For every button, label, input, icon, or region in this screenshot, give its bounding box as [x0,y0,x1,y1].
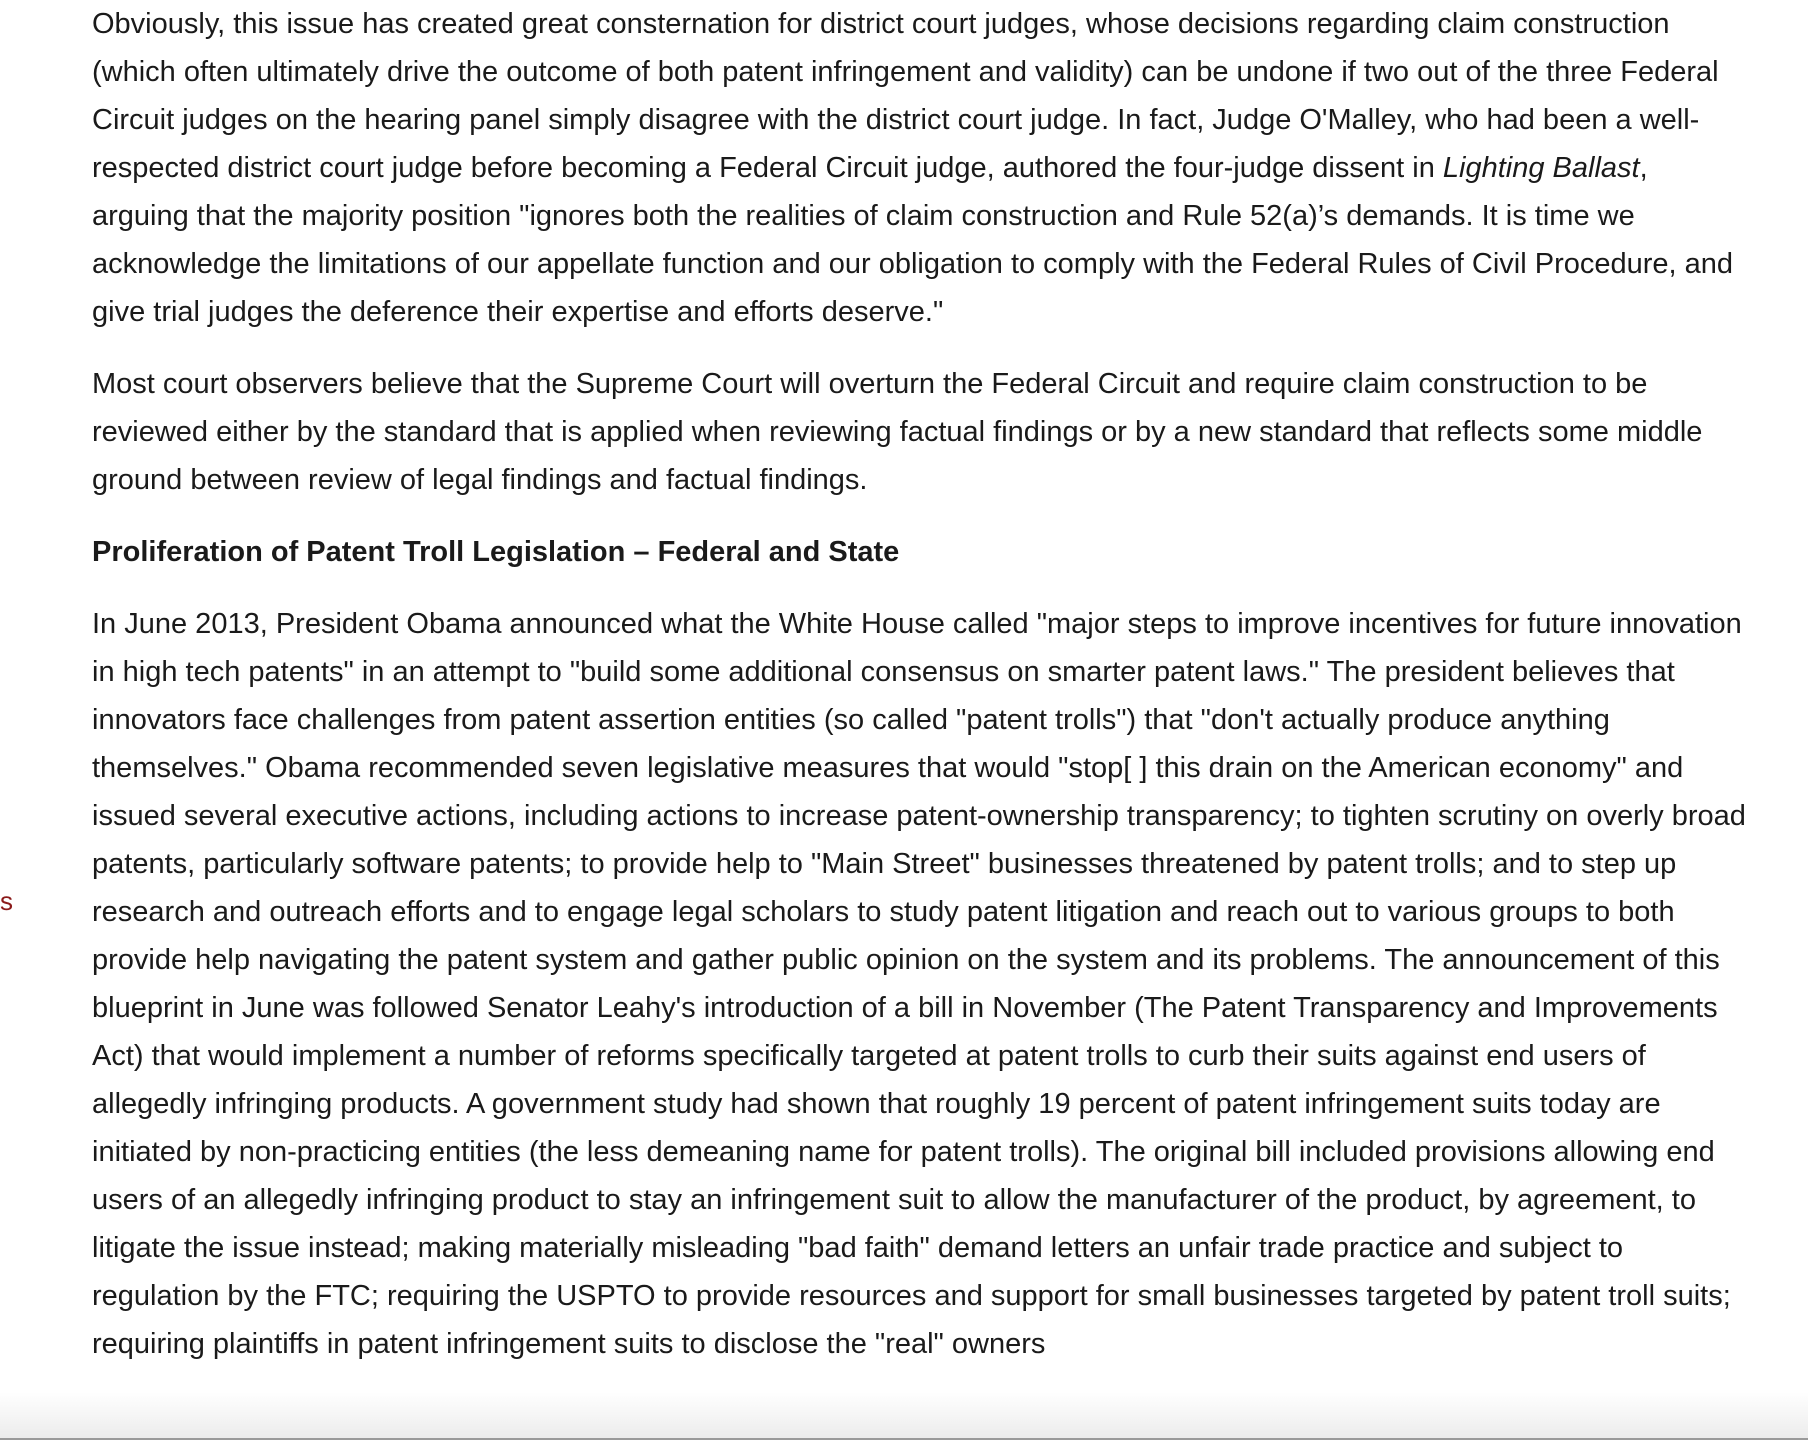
sidebar-text-fragment: s [0,886,13,916]
viewport-bottom-edge [0,1392,1808,1440]
paragraph-text-start: Obviously, this issue has created great consternation for district court judges, whose decisions regarding claim construction (which often ultimately drive the outcome of both patent infringement and validity) can be undone if two out of the three Federal Circuit judges on the hearing panel simply disagree with the district court judge. In fact, Judge O'Malley, who had been a well-respected district court judge before becoming a Federal Circuit judge, authored the four-judge dissent in [92,8,1719,184]
paragraph-claim-construction [92,0,1752,336]
paragraph-patent-troll: In June 2013, President Obama announced what the White House called "major steps to improve incentives for future innovation in high tech patents" in an attempt to "build some additional consensus on smarter patent laws." The president believes that innovators face challenges from patent assertion entities (so called "patent trolls") that "don't actually produce anything themselves." Obama recommended seven legislative measures that would "stop[ ] this drain on the American economy" and issued several executive actions, including actions to increase patent-ownership transparency; to tighten scrutiny on overly broad patents, particularly software patents; to provide help to "Main Street" businesses threatened by patent trolls; and to step up research and outreach efforts and to engage legal scholars to study patent litigation and reach out to various groups to both provide help navigating the patent system and gather public opinion on the system and its problems. The announcement of this blueprint in June was followed Senator Leahy's introduction of a bill in November (The Patent Transparency and Improvements Act) that would implement a number of reforms specifically targeted at patent trolls to curb their suits against end users of allegedly infringing products. A government study had shown that roughly 19 percent of patent infringement suits today are initiated by non-practicing entities (the less demeaning name for patent trolls). The original bill included provisions allowing end users of an allegedly infringing product to stay an infringement suit to allow the manufacturer of the product, by agreement, to litigate the issue instead; making materially misleading "bad faith" demand letters an unfair trade practice and subject to regulation by the FTC; requiring the USPTO to provide resources and support for small businesses targeted by patent troll suits; requiring plaintiffs in patent infringement suits to disclose the "real" owners [92,608,1746,1360]
article-body [92,0,1752,1392]
paragraph-supreme-court: Most court observers believe that the Supreme Court will overturn the Federal Circuit and require claim construction to be reviewed either by the standard that is applied when reviewing factual findings or by a new standard that reflects some middle ground between review of legal findings and factual findings. [92,368,1703,496]
paragraph-text-end: , arguing that the majority position "ignores both the realities of claim construction and Rule 52(a)’s demands. It is time we acknowledge the limitations of our appellate function and our obligation to comply with the Federal Rules of Civil Procedure, and give trial judges the deference their expertise and efforts deserve." [92,152,1734,328]
section-heading: Proliferation of Patent Troll Legislation – Federal and State [92,536,900,568]
case-name-italic: Lighting Ballast [1442,152,1640,184]
